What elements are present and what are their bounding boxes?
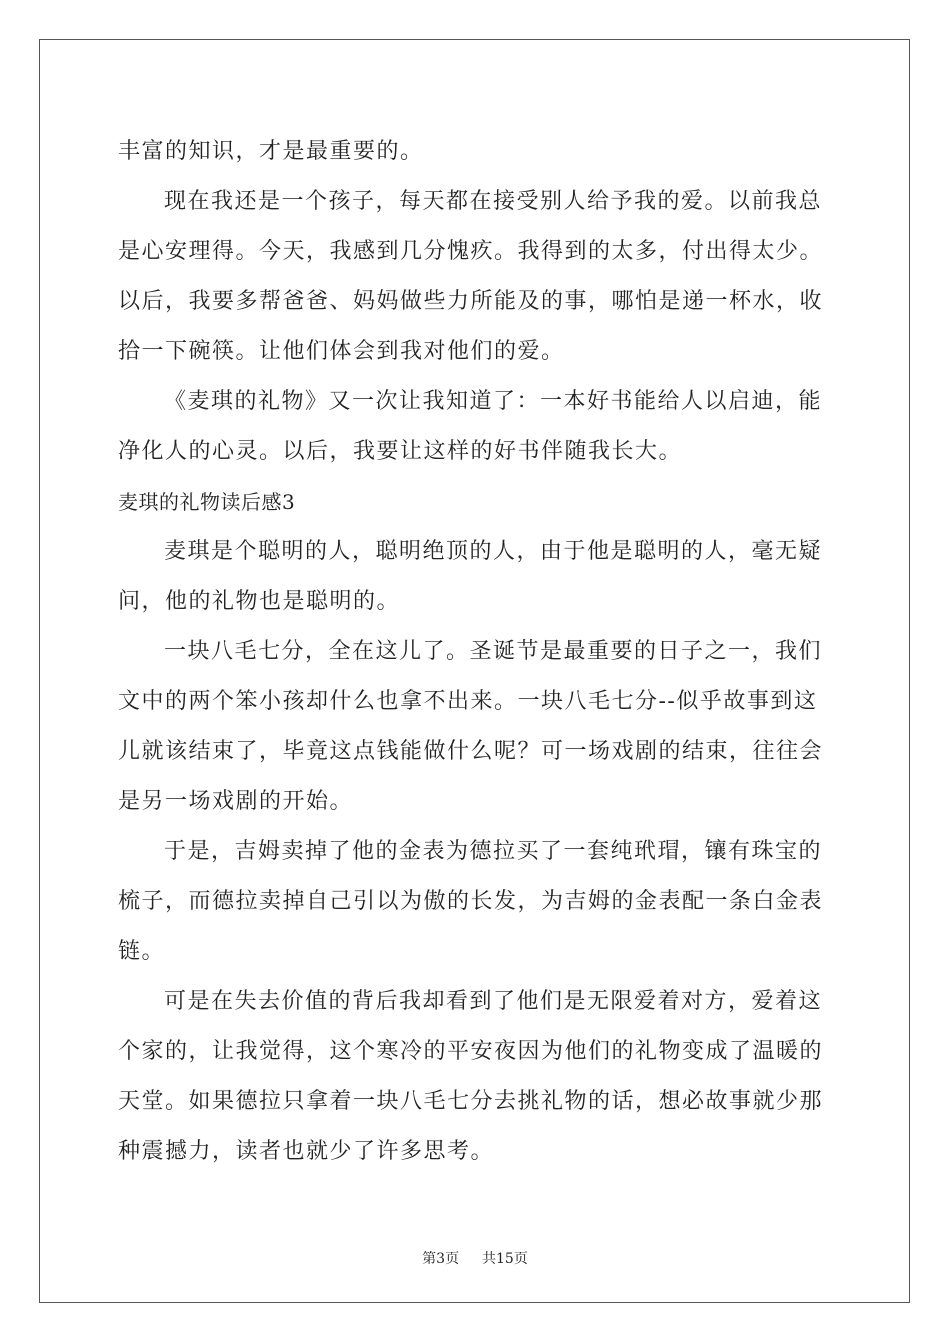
page-footer bbox=[0, 1248, 950, 1268]
text-line: 是另一场戏剧的开始。 bbox=[118, 789, 354, 814]
text-line: 梳子，而德拉卖掉自己引以为傲的长发，为吉姆的金表配一条白金表 bbox=[118, 889, 824, 914]
text-line: 儿就该结束了，毕竟这点钱能做什么呢？可一场戏剧的结束，往往会 bbox=[118, 739, 824, 764]
text-line: 一块八毛七分，全在这儿了。圣诞节是最重要的日子之一，我们 bbox=[164, 639, 823, 664]
text-line: 丰富的知识，才是最重要的。 bbox=[118, 139, 424, 164]
text-line: 是心安理得。今天，我感到几分愧疚。我得到的太多，付出得太少。 bbox=[118, 239, 824, 264]
document-body bbox=[118, 127, 838, 1177]
text-line: 可是在失去价值的背后我却看到了他们是无限爱着对方，爱着这 bbox=[164, 989, 823, 1014]
text-line: 拾一下碗筷。让他们体会到我对他们的爱。 bbox=[118, 339, 565, 364]
text-line: 以后，我要多帮爸爸、妈妈做些力所能及的事，哪怕是递一杯水，收 bbox=[118, 289, 824, 314]
text-line: 天堂。如果德拉只拿着一块八毛七分去挑礼物的话，想必故事就少那 bbox=[118, 1089, 824, 1114]
text-line: 于是，吉姆卖掉了他的金表为德拉买了一套纯玳瑁，镶有珠宝的 bbox=[164, 839, 823, 864]
page-total: 共15页 bbox=[482, 1251, 528, 1267]
text-line: 文中的两个笨小孩却什么也拿不出来。一块八毛七分--似乎故事到这 bbox=[118, 689, 818, 714]
text-line: 链。 bbox=[118, 939, 166, 964]
text-line: 《麦琪的礼物》又一次让我知道了：一本好书能给人以启迪，能 bbox=[164, 389, 823, 414]
text-line: 种震撼力，读者也就少了许多思考。 bbox=[118, 1139, 495, 1164]
text-line: 现在我还是一个孩子，每天都在接受别人给予我的爱。以前我总 bbox=[164, 189, 823, 214]
text-line: 麦琪是个聪明的人，聪明绝顶的人，由于他是聪明的人，毫无疑 bbox=[164, 539, 823, 564]
text-line: 净化人的心灵。以后，我要让这样的好书伴随我长大。 bbox=[118, 439, 683, 464]
text-line: 问，他的礼物也是聪明的。 bbox=[118, 589, 401, 614]
section-heading: 麦琪的礼物读后感3 bbox=[118, 490, 296, 514]
page-number: 第3页 bbox=[422, 1251, 460, 1267]
text-line: 个家的，让我觉得，这个寒冷的平安夜因为他们的礼物变成了温暖的 bbox=[118, 1039, 824, 1064]
